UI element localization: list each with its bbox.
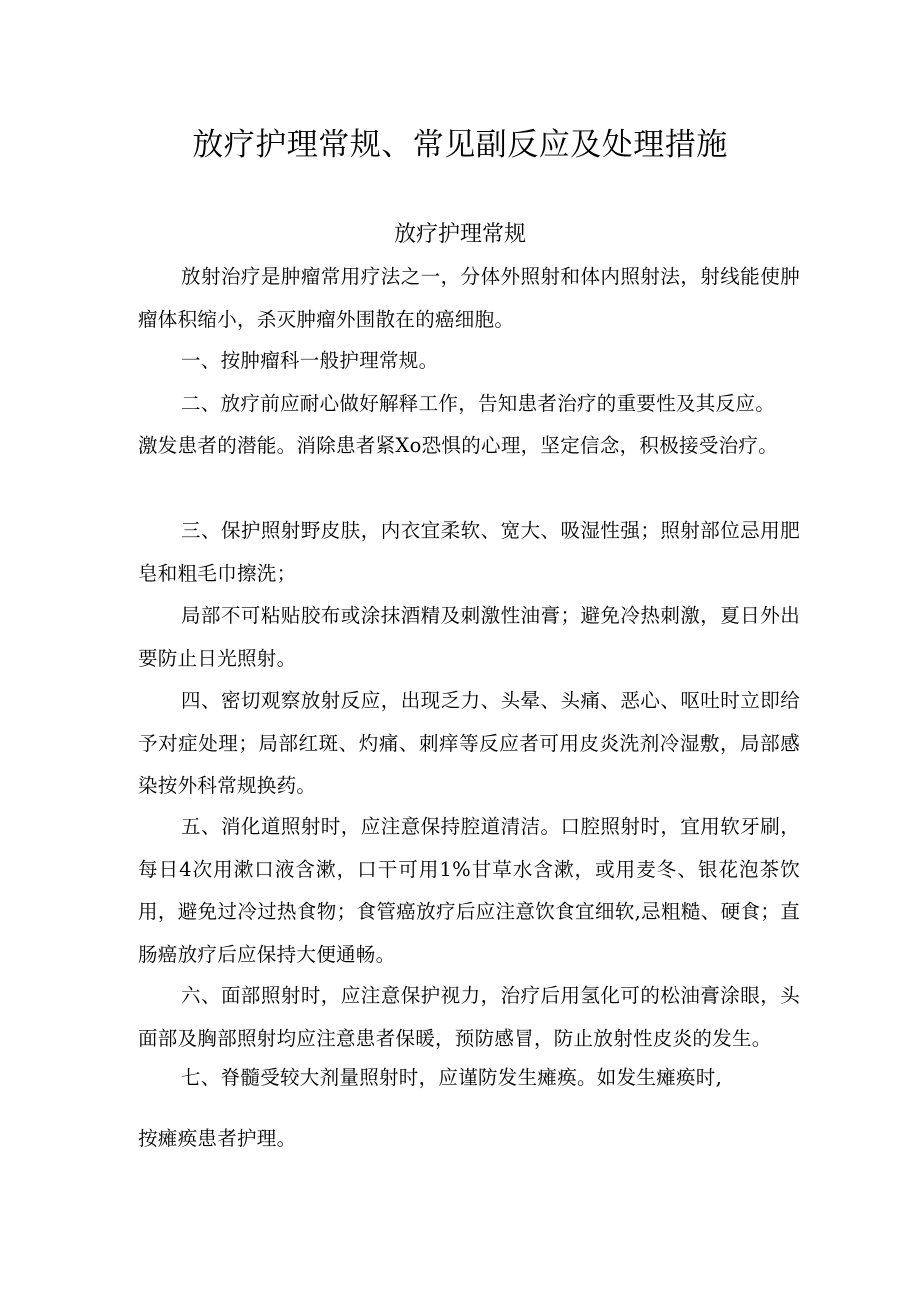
paragraph-item-3: 三、保护照射野皮肤，内衣宜柔软、宽大、吸湿性强；照射部位忌用肥皂和粗毛巾擦洗； bbox=[138, 519, 800, 585]
paragraph-item-4: 四、密切观察放射反应，出现乏力、头晕、头痛、恶心、呕吐时立即给予对症处理；局部红斑、灼痛、刺痒等反应者可用皮炎洗剂冷湿敷，局部感染按外科常规换药。 bbox=[138, 689, 800, 797]
paragraph-item-5: 五、消化道照射时，应注意保持腔道清洁。口腔照射时，宜用软牙刷，每日4次用漱口液含漱，口干可用1%甘草水含漱，或用麦冬、银花泡茶饮用，避免过冷过热食物；食管癌放疗后应注意饮食宜细软,忌粗糙、硬食；直肠癌放疗后应保持大便通畅。 bbox=[138, 815, 800, 966]
paragraph-item-7-continued: 按瘫痪患者护理。 bbox=[138, 1127, 297, 1150]
paragraph-item-3-continued: 局部不可粘贴胶布或涂抹酒精及刺激性油膏；避免冷热刺激，夏日外出要防止日光照射。 bbox=[138, 604, 800, 670]
paragraph-intro: 放射治疗是肿瘤常用疗法之一，分体外照射和体内照射法，射线能使肿瘤体积缩小，杀灭肿瘤外围散在的癌细胞。 bbox=[138, 265, 800, 331]
paragraph-item-2-continued: 激发患者的潜能。消除患者紧Xo恐惧的心理，坚定信念，积极接受治疗。 bbox=[138, 434, 779, 457]
paragraph-item-2: 二、放疗前应耐心做好解释工作，告知患者治疗的重要性及其反应。 bbox=[181, 392, 776, 415]
paragraph-item-1: 一、按肿瘤科一般护理常规。 bbox=[181, 349, 439, 372]
paragraph-item-6: 六、面部照射时，应注意保护视力，治疗后用氢化可的松油膏涂眼，头面部及胸部照射均应注意患者保暖，预防感冒，防止放射性皮炎的发生。 bbox=[138, 984, 800, 1050]
paragraph-item-7: 七、脊髓受较大剂量照射时，应谨防发生瘫痪。如发生瘫痪时, bbox=[181, 1066, 723, 1089]
section-title: 放疗护理常规 bbox=[393, 222, 526, 247]
document-title: 放疗护理常规、常见副反应及处理措施 bbox=[192, 127, 728, 163]
